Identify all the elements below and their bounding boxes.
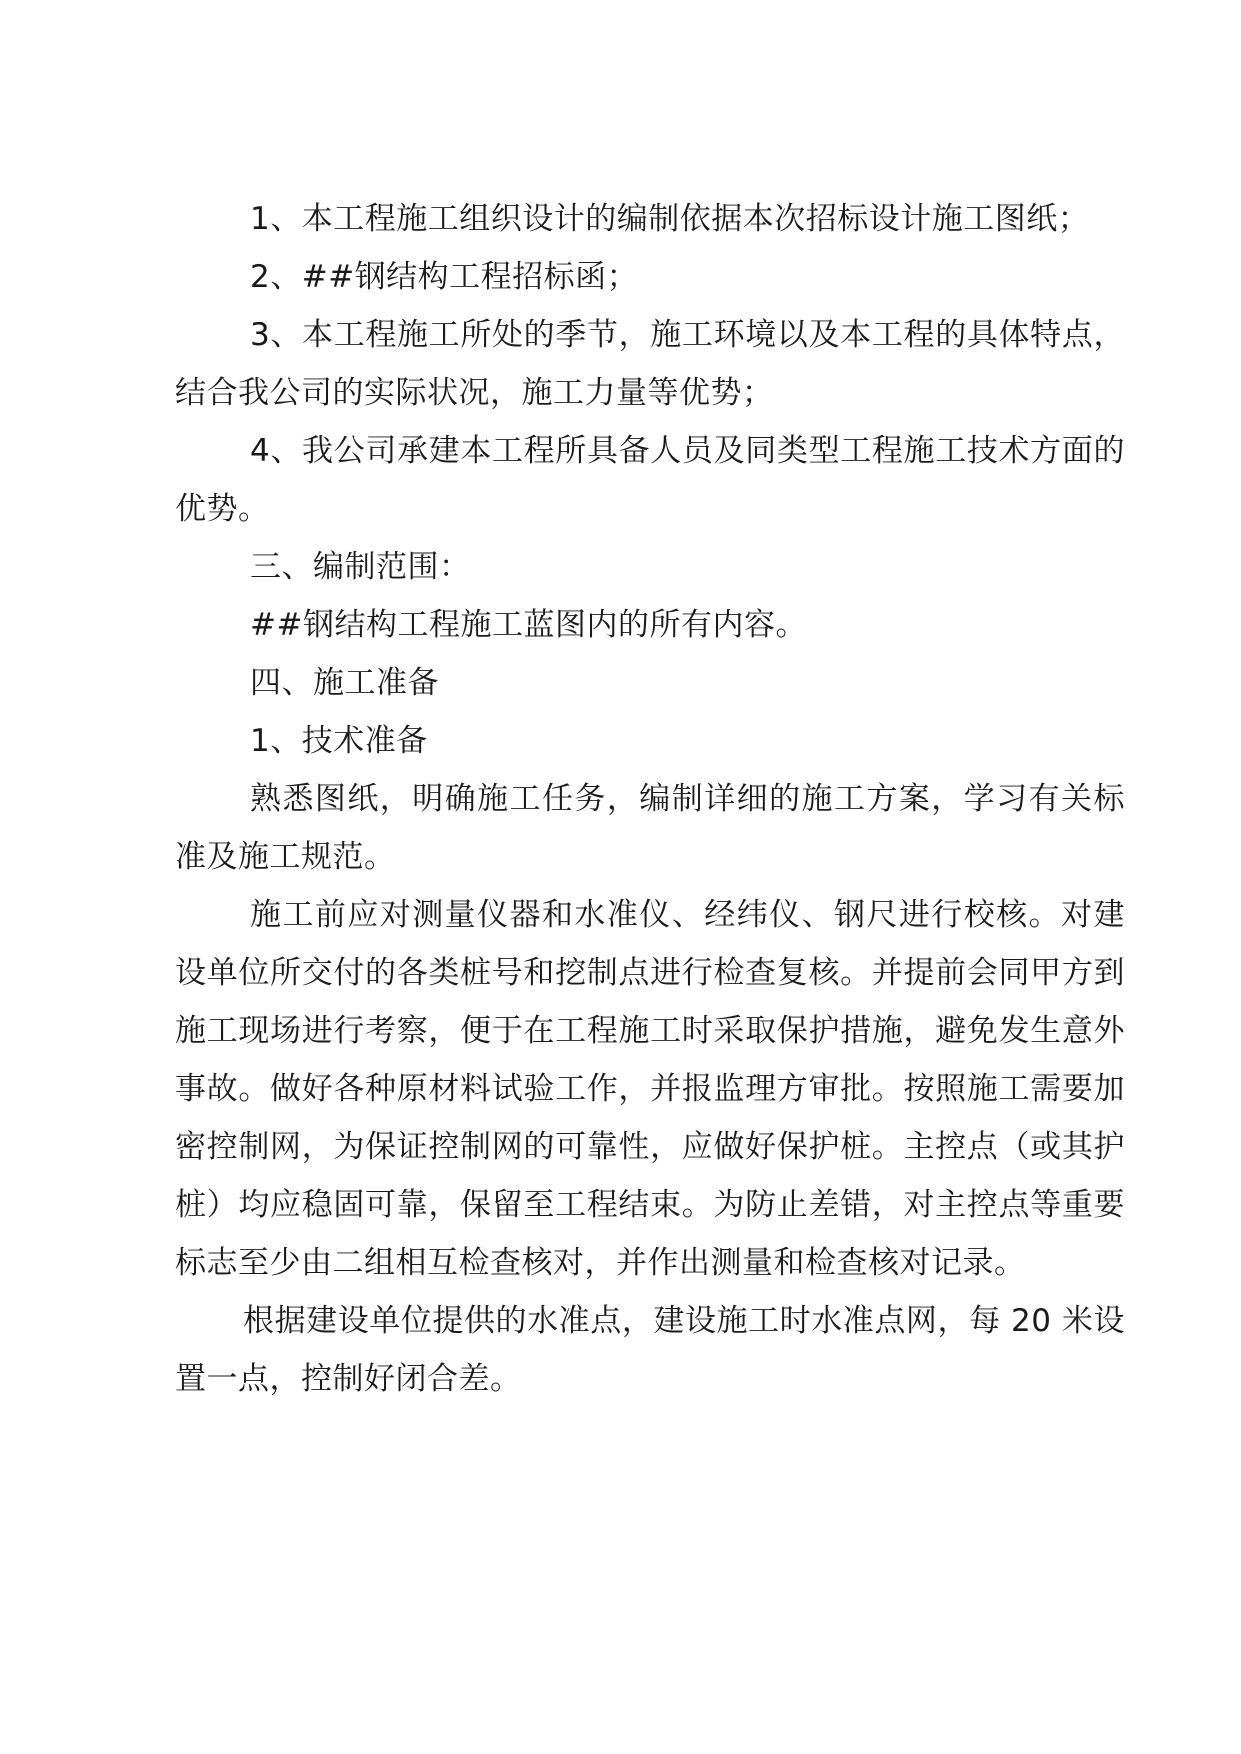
paragraph-basis-2: 2、##钢结构工程招标函；	[250, 259, 639, 295]
section-heading-preparation: 四、施工准备	[250, 665, 439, 701]
paragraph-benchmark-network: 根据建设单位提供的水准点，建设施工时水准点网，每 20 米设置一点，控制好闭合差。	[175, 1303, 1125, 1397]
document-body	[175, 190, 1125, 1408]
paragraph-basis-4: 4、我公司承建本工程所具备人员及同类型工程施工技术方面的优势。	[175, 433, 1125, 527]
section-heading-scope: 三、编制范围：	[250, 549, 471, 585]
paragraph-familiarize-drawings: 熟悉图纸，明确施工任务，编制详细的施工方案，学习有关标准及施工规范。	[175, 781, 1125, 875]
paragraph-basis-1: 1、本工程施工组织设计的编制依据本次招标设计施工图纸；	[250, 201, 1090, 237]
subheading-technical-preparation: 1、技术准备	[250, 723, 428, 759]
paragraph-survey-calibration: 施工前应对测量仪器和水准仪、经纬仪、钢尺进行校核。对建设单位所交付的各类桩号和挖制点进行检查复核。并提前会同甲方到施工现场进行考察，便于在工程施工时采取保护措施，避免发生意外事故。做好各种原材料试验工作，并报监理方审批。按照施工需要加密控制网，为保证控制网的可靠性，应做好保护桩。主控点（或其护桩）均应稳固可靠，保留至工程结束。为防止差错，对主控点等重要标志至少由二组相互检查核对，并作出测量和检查核对记录。	[175, 897, 1125, 1281]
paragraph-scope: ##钢结构工程施工蓝图内的所有内容。	[250, 607, 807, 643]
paragraph-basis-3: 3、本工程施工所处的季节，施工环境以及本工程的具体特点，结合我公司的实际状况，施工力量等优势；	[175, 317, 1125, 411]
